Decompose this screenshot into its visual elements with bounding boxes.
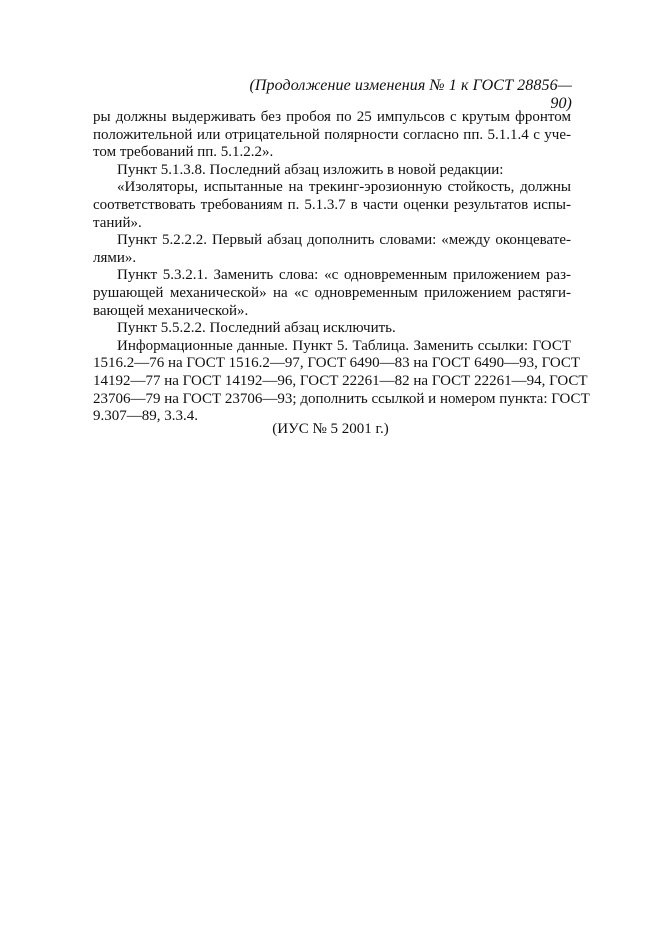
paragraph-quote-insulators xyxy=(93,179,571,232)
text-line: Пункт 5.3.2.1. Заменить слова: «с одновременным приложением раз- xyxy=(117,267,571,284)
text-line: соответствовать требованиям п. 5.1.3.7 в части оценки результатов испы- xyxy=(93,196,571,213)
text-line: том требований пп. 5.1.2.2». xyxy=(93,144,274,161)
source-reference: (ИУС № 5 2001 г.) xyxy=(272,421,389,437)
text-line: 23706—79 на ГОСТ 23706—93; дополнить ссылкой и номером пункта: ГОСТ xyxy=(93,390,590,407)
text-line: Пункт 5.5.2.2. Последний абзац исключить. xyxy=(117,320,396,337)
text-line: рушающей механической» на «с одновременным приложением растяги- xyxy=(93,284,571,301)
paragraph-information-data xyxy=(93,337,590,426)
text-line: таний». xyxy=(93,214,142,231)
text-line: 9.307—89, 3.3.4. xyxy=(93,408,198,425)
text-line: ры должны выдерживать без пробоя по 25 импульсов с крутым фронтом xyxy=(93,109,571,125)
text-line: Пункт 5.1.3.8. Последний абзац изложить в новой редакции: xyxy=(117,161,504,178)
text-line: Пункт 5.2.2.2. Первый абзац дополнить словами: «между оконцевате- xyxy=(117,232,571,249)
paragraph-item-5-1-3-8 xyxy=(93,162,571,180)
text-line: 1516.2—76 на ГОСТ 1516.2—97, ГОСТ 6490—83 на ГОСТ 6490—93, ГОСТ xyxy=(93,355,581,372)
text-line: положительной или отрицательной полярности согласно пп. 5.1.1.4 с уче- xyxy=(93,126,571,143)
paragraph-continuation xyxy=(93,109,571,162)
text-line: Информационные данные. Пункт 5. Таблица. Заменить ссылки: ГОСТ xyxy=(117,337,571,354)
text-line: 14192—77 на ГОСТ 14192—96, ГОСТ 22261—82 на ГОСТ 22261—94, ГОСТ xyxy=(93,372,588,389)
paragraph-item-5-2-2-2 xyxy=(93,232,571,267)
paragraph-item-5-5-2-2 xyxy=(93,320,571,338)
continuation-header: (Продолжение изменения № 1 к ГОСТ 28856—90) xyxy=(249,77,572,112)
text-line: вающей механической». xyxy=(93,302,249,319)
text-line: «Изоляторы, испытанные на трекинг-эрозионную стойкость, должны xyxy=(117,179,571,196)
paragraph-item-5-3-2-1 xyxy=(93,267,571,320)
text-line: лями». xyxy=(93,249,137,266)
document-body xyxy=(93,109,590,426)
